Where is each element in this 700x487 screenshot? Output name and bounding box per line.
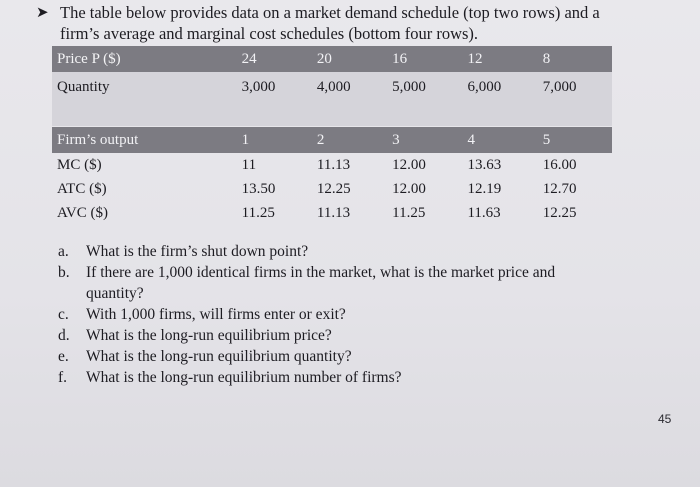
question-text: What is the long-run equilibrium number of firms? (86, 369, 402, 386)
mc-label: MC ($) (57, 156, 102, 173)
question-letter: e. (58, 348, 69, 365)
price-row (52, 46, 612, 72)
question-item (58, 304, 678, 325)
atc-cell: 12.25 (316, 180, 351, 197)
atc-cell: 13.50 (241, 180, 276, 197)
output-cell: 5 (537, 127, 612, 153)
mc-row (52, 153, 612, 177)
question-item (58, 241, 678, 262)
mc-cell: 12.00 (392, 156, 426, 173)
question-text: What is the long-run equilibrium quantity? (86, 348, 352, 365)
atc-cell: 12.19 (467, 180, 502, 197)
question-continuation (58, 283, 678, 304)
quantity-cell: 5,000 (386, 72, 461, 102)
page-number: 45 (658, 412, 672, 426)
question-item (58, 262, 678, 283)
price-label: Price P ($) (52, 46, 236, 72)
quantity-cell: 4,000 (311, 72, 386, 102)
atc-row (52, 177, 612, 201)
price-cell: 12 (461, 46, 536, 72)
avc-row (52, 201, 612, 225)
question-text: If there are 1,000 identical firms in the market, what is the market price and (86, 264, 556, 281)
price-cell: 20 (311, 46, 386, 72)
question-letter: a. (58, 243, 69, 260)
cost-schedule-table (52, 127, 612, 225)
quantity-cell: 6,000 (461, 72, 536, 102)
mc-cell: 11.13 (316, 156, 351, 173)
output-cell: 3 (386, 127, 461, 153)
mc-cell: 13.63 (467, 156, 502, 173)
avc-cell: 11.13 (316, 204, 351, 221)
output-label: Firm’s output (52, 127, 236, 153)
question-text: What is the firm’s shut down point? (86, 243, 309, 260)
question-item (58, 346, 678, 367)
price-cell: 8 (537, 46, 612, 72)
question-text: With 1,000 firms, will firms enter or exit? (86, 306, 346, 323)
price-cell: 16 (386, 46, 461, 72)
arrow-bullet-icon: ➤ (36, 3, 49, 21)
question-item (58, 325, 678, 346)
quantity-cell: 7,000 (537, 72, 612, 102)
spacer-row (52, 102, 612, 126)
output-cell: 1 (236, 127, 311, 153)
output-row (52, 127, 612, 153)
avc-cell: 11.63 (467, 204, 501, 221)
question-letter: c. (58, 306, 69, 323)
output-cell: 4 (461, 127, 536, 153)
question-item (58, 367, 678, 388)
avc-cell: 11.25 (392, 204, 426, 221)
avc-cell: 12.25 (542, 204, 577, 221)
question-list (58, 241, 678, 388)
demand-schedule-table (52, 46, 612, 126)
question-text: What is the long-run equilibrium price? (86, 327, 332, 344)
question-letter: f. (58, 369, 68, 386)
price-cell: 24 (236, 46, 311, 72)
question-letter: b. (58, 264, 70, 281)
output-cell: 2 (311, 127, 386, 153)
intro-line-1: The table below provides data on a market demand schedule (top two rows) and a (60, 3, 600, 22)
quantity-cell: 3,000 (236, 72, 311, 102)
question-letter: d. (58, 327, 70, 344)
atc-cell: 12.00 (392, 180, 426, 197)
mc-cell: 16.00 (542, 156, 577, 173)
atc-cell: 12.70 (542, 180, 577, 197)
quantity-row (52, 72, 612, 102)
question-text: quantity? (86, 285, 144, 302)
quantity-label: Quantity (52, 72, 236, 102)
mc-cell: 11 (241, 156, 257, 173)
atc-label: ATC ($) (57, 180, 107, 197)
intro-line-2: firm’s average and marginal cost schedules (bottom four rows). (60, 24, 479, 43)
avc-cell: 11.25 (241, 204, 275, 221)
avc-label: AVC ($) (57, 204, 108, 221)
